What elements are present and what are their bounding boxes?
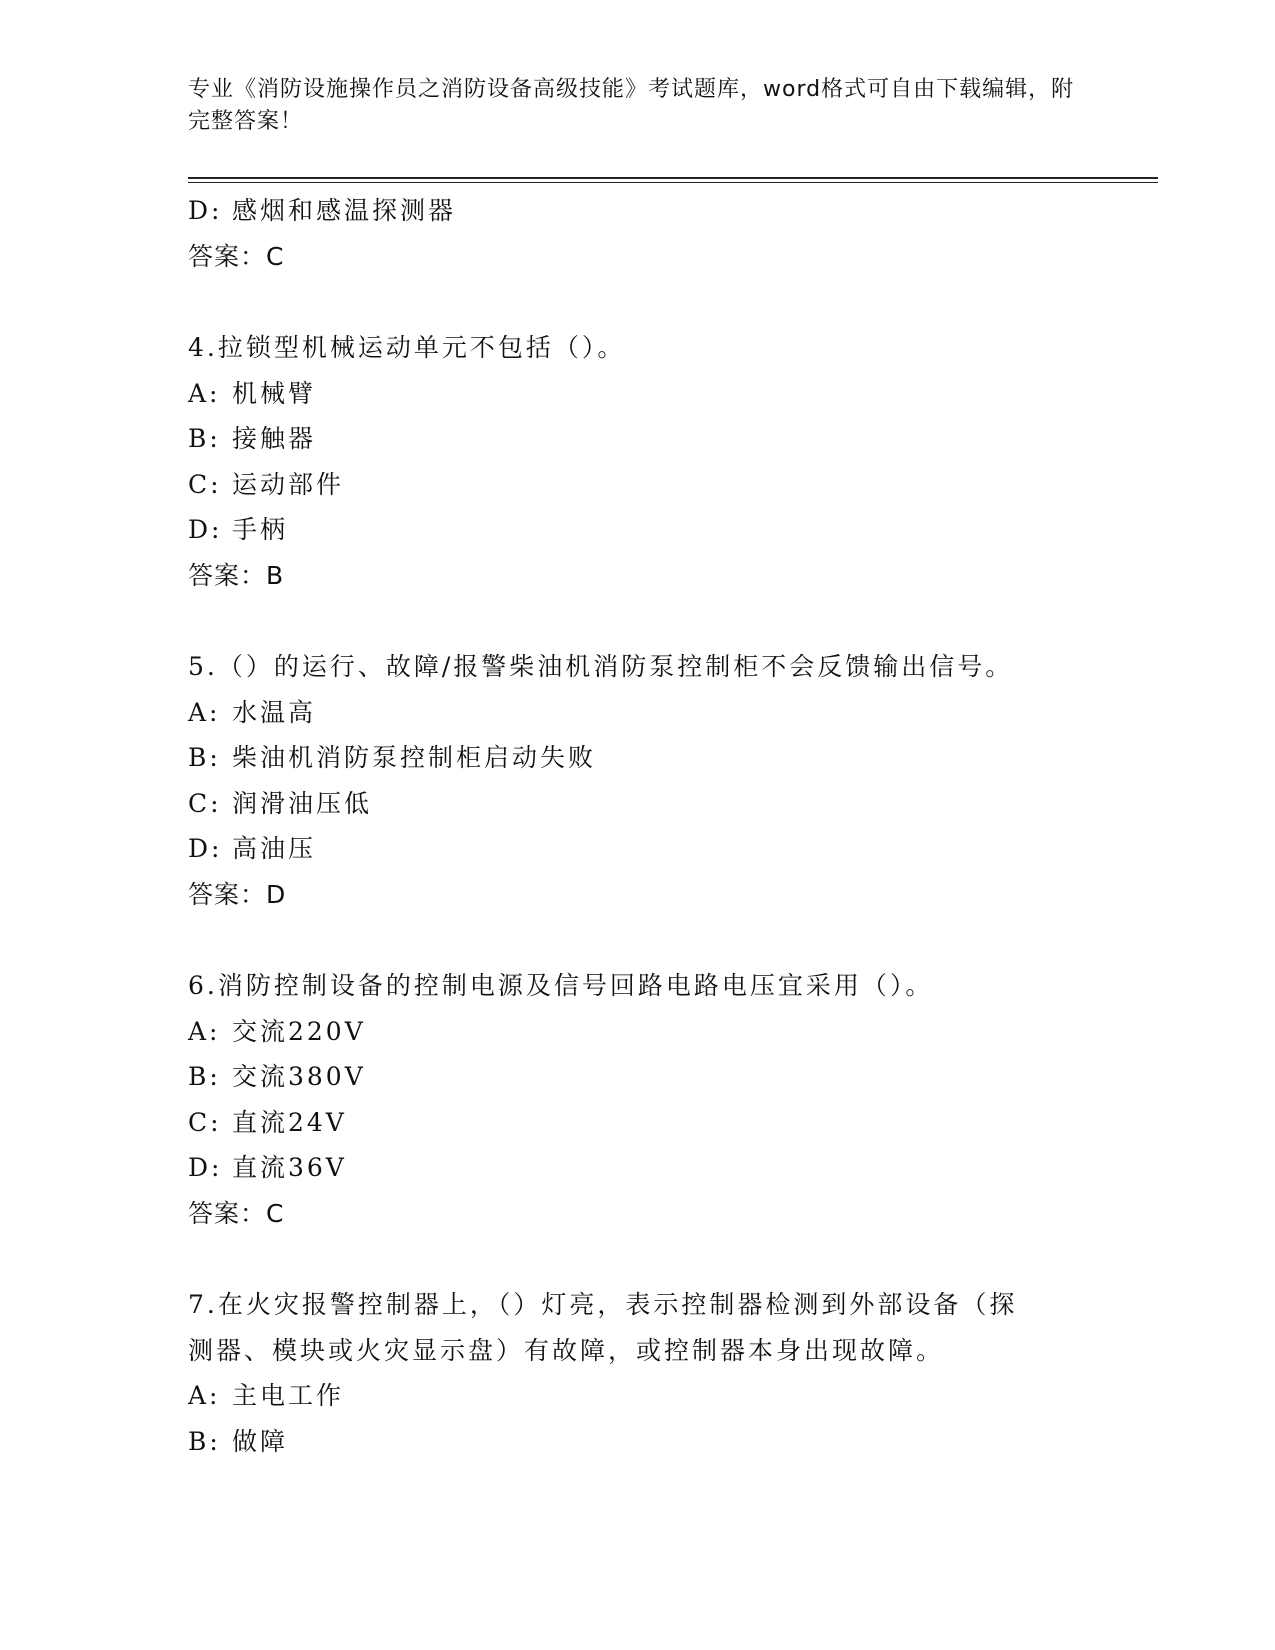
question-stem: 4.拉锁型机械运动单元不包括（）。 bbox=[188, 333, 626, 362]
option-text: 高油压 bbox=[232, 834, 317, 863]
option-key: A: bbox=[188, 1381, 221, 1410]
option-text: 交流220V bbox=[232, 1016, 366, 1046]
option-row bbox=[188, 188, 1088, 234]
option-text: 运动部件 bbox=[232, 469, 345, 499]
option-text: 直流36V bbox=[232, 1153, 347, 1182]
question-stem-line: 测器、模块或火灾显示盘）有故障，或控制器本身出现故障。 bbox=[188, 1335, 945, 1365]
question-list bbox=[188, 188, 1088, 1464]
option-text: 接触器 bbox=[232, 424, 317, 453]
option-text: 做障 bbox=[232, 1426, 289, 1456]
question-gap bbox=[188, 598, 1088, 644]
answer-line: 答案：B bbox=[188, 560, 285, 590]
question-gap bbox=[188, 917, 1088, 963]
header-divider bbox=[188, 177, 1158, 179]
option-key: B: bbox=[188, 1062, 221, 1091]
option-row bbox=[188, 1054, 1088, 1100]
option-key: A: bbox=[188, 1016, 221, 1046]
option-key: D: bbox=[188, 834, 223, 863]
header-divider-thin bbox=[188, 182, 1158, 183]
page-header: 专业《消防设施操作员之消防设备高级技能》考试题库，word格式可自由下载编辑，附完整答案！ bbox=[188, 77, 1075, 134]
option-key: C: bbox=[188, 788, 222, 818]
option-text: 交流380V bbox=[232, 1062, 366, 1091]
question-stem-line: 7.在火灾报警控制器上，（）灯亮，表示控制器检测到外部设备（探 bbox=[188, 1290, 1018, 1319]
answer-line: 答案：C bbox=[188, 241, 285, 271]
option-row bbox=[188, 1373, 1088, 1419]
option-key: D: bbox=[188, 515, 223, 544]
option-row bbox=[188, 1009, 1088, 1055]
option-text: 手柄 bbox=[232, 515, 289, 544]
option-row bbox=[188, 416, 1088, 462]
option-key: B: bbox=[188, 424, 221, 453]
option-text: 柴油机消防泵控制柜启动失败 bbox=[232, 743, 597, 772]
answer-line: 答案：C bbox=[188, 1198, 285, 1228]
question-gap bbox=[188, 279, 1088, 325]
option-text: 机械臂 bbox=[232, 378, 317, 408]
option-row bbox=[188, 462, 1088, 508]
option-key: A: bbox=[188, 697, 221, 727]
answer-line: 答案：D bbox=[188, 879, 287, 909]
option-row bbox=[188, 371, 1088, 417]
option-text: 直流24V bbox=[232, 1107, 347, 1137]
option-row bbox=[188, 781, 1088, 827]
option-text: 水温高 bbox=[232, 697, 317, 727]
option-row bbox=[188, 1100, 1088, 1146]
option-key: D: bbox=[188, 1153, 223, 1182]
option-row bbox=[188, 1419, 1088, 1465]
option-row bbox=[188, 507, 1088, 553]
option-key: B: bbox=[188, 743, 221, 772]
question-stem: 5.（）的运行、故障/报警柴油机消防泵控制柜不会反馈输出信号。 bbox=[188, 652, 1014, 681]
option-key: D: bbox=[188, 196, 223, 225]
option-text: 主电工作 bbox=[232, 1381, 345, 1410]
option-text: 润滑油压低 bbox=[232, 788, 373, 818]
option-row bbox=[188, 826, 1088, 872]
option-key: A: bbox=[188, 378, 221, 408]
question-gap bbox=[188, 1236, 1088, 1282]
option-row bbox=[188, 1145, 1088, 1191]
question-stem: 6.消防控制设备的控制电源及信号回路电路电压宜采用（）。 bbox=[188, 971, 934, 1000]
option-row bbox=[188, 735, 1088, 781]
option-row bbox=[188, 690, 1088, 736]
option-key: B: bbox=[188, 1426, 221, 1456]
option-text: 感烟和感温探测器 bbox=[232, 196, 457, 225]
option-key: C: bbox=[188, 469, 222, 499]
option-key: C: bbox=[188, 1107, 222, 1137]
